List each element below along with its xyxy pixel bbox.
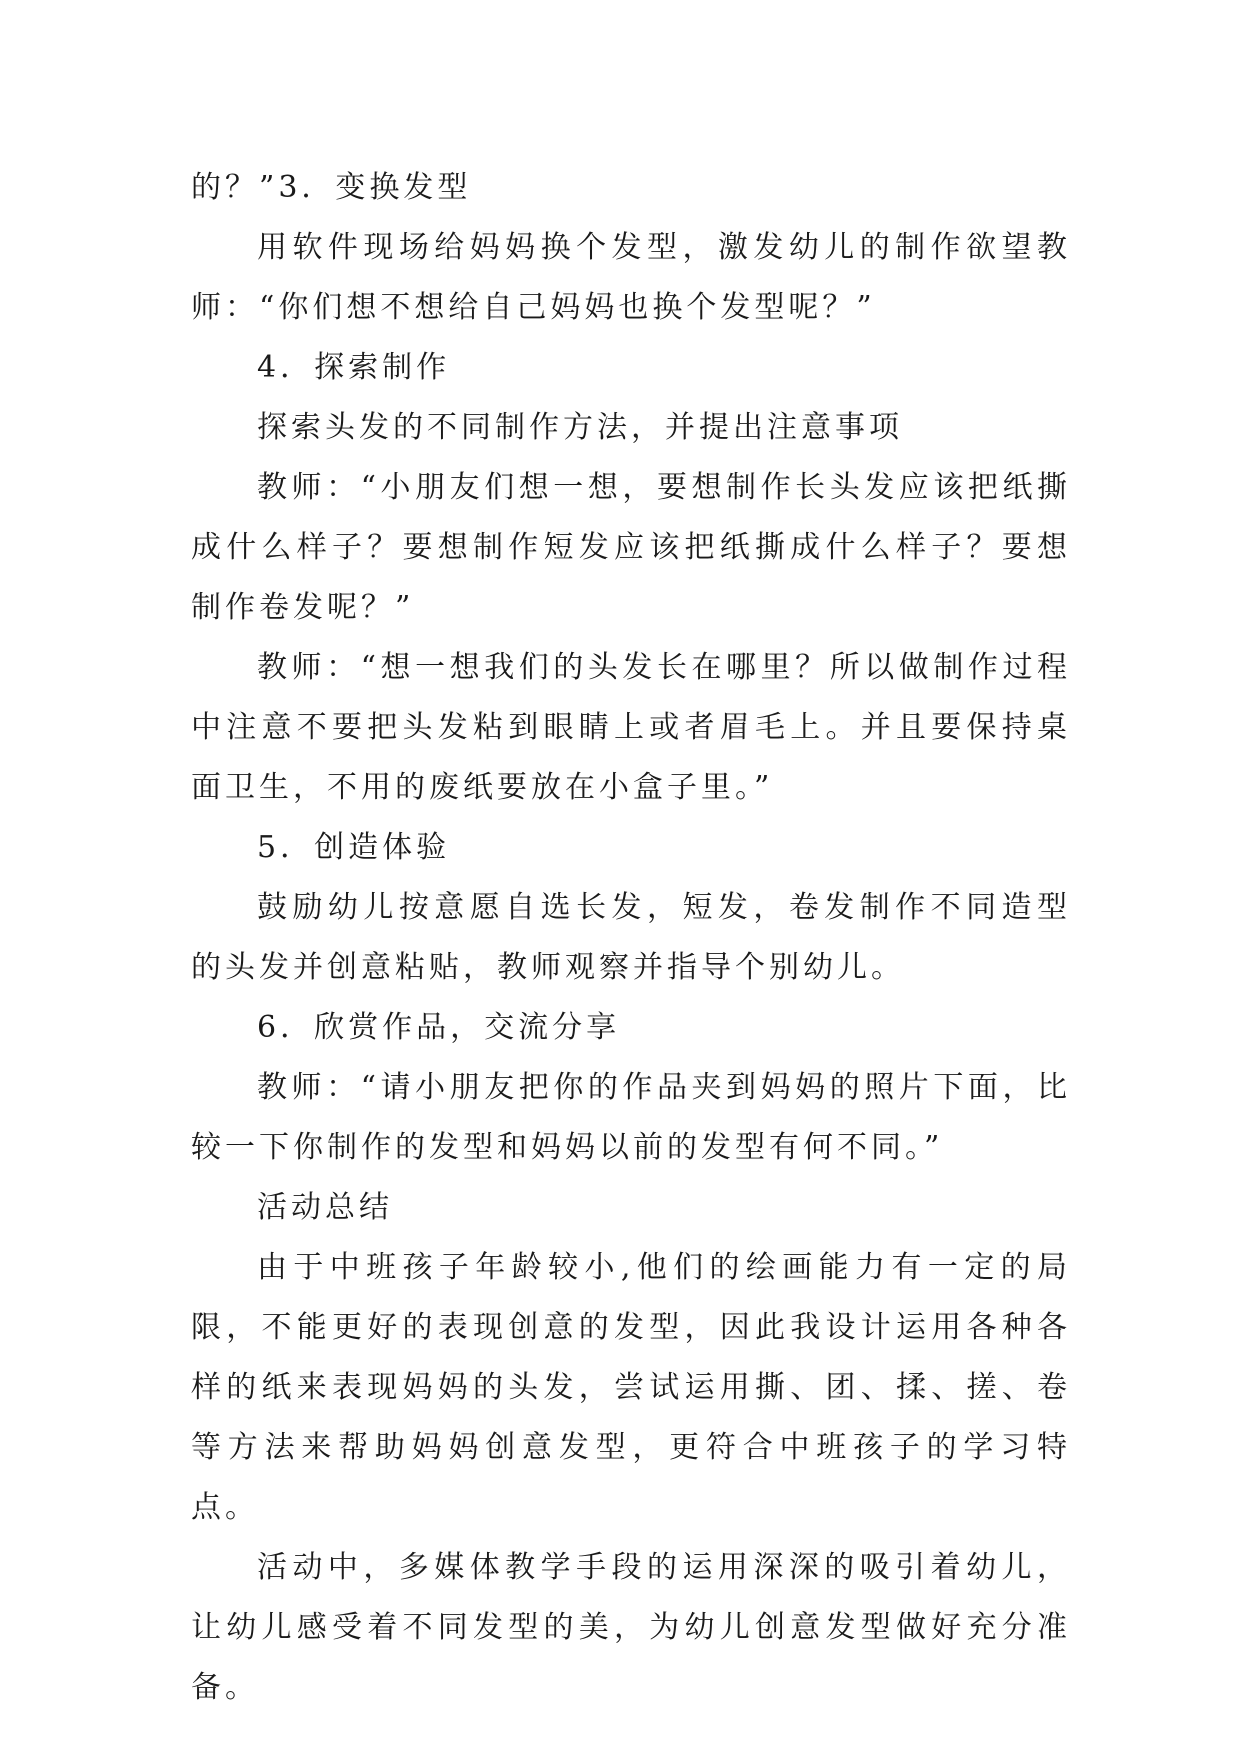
paragraph: 探索头发的不同制作方法，并提出注意事项 [257, 410, 903, 445]
paragraph: 的？”3．变换发型 [191, 170, 472, 205]
section-heading: 活动总结 [257, 1190, 393, 1225]
paragraph: 教师：“想一想我们的头发长在哪里？所以做制作过程中注意不要把头发粘到眼睛上或者眉毛上。并且要保持桌面卫生，不用的废纸要放在小盒子里。” [191, 650, 1071, 805]
section-heading: 6．欣赏作品，交流分享 [257, 1010, 621, 1045]
paragraph: 由于中班孩子年龄较小,他们的绘画能力有一定的局限，不能更好的表现创意的发型，因此我设计运用各种各样的纸来表现妈妈的头发，尝试运用撕、团、揉、搓、卷等方法来帮助妈妈创意发型，更符合中班孩子的学习特点。 [191, 1250, 1071, 1525]
paragraph: 教师：“请小朋友把你的作品夹到妈妈的照片下面，比较一下你制作的发型和妈妈以前的发型有何不同。” [191, 1070, 1071, 1165]
paragraph: 教师：“小朋友们想一想，要想制作长头发应该把纸撕成什么样子？要想制作短发应该把纸撕成什么样子？要想制作卷发呢？” [191, 470, 1071, 625]
paragraph: 用软件现场给妈妈换个发型，激发幼儿的制作欲望教师：“你们想不想给自己妈妈也换个发型呢？” [191, 230, 1071, 325]
section-heading: 5．创造体验 [257, 830, 451, 865]
section-heading: 4．探索制作 [257, 350, 451, 385]
paragraph: 鼓励幼儿按意愿自选长发，短发，卷发制作不同造型的头发并创意粘贴，教师观察并指导个别幼儿。 [191, 890, 1071, 985]
paragraph: 活动中，多媒体教学手段的运用深深的吸引着幼儿，让幼儿感受着不同发型的美，为幼儿创意发型做好充分准备。 [191, 1550, 1071, 1705]
document-body [191, 158, 1071, 1718]
